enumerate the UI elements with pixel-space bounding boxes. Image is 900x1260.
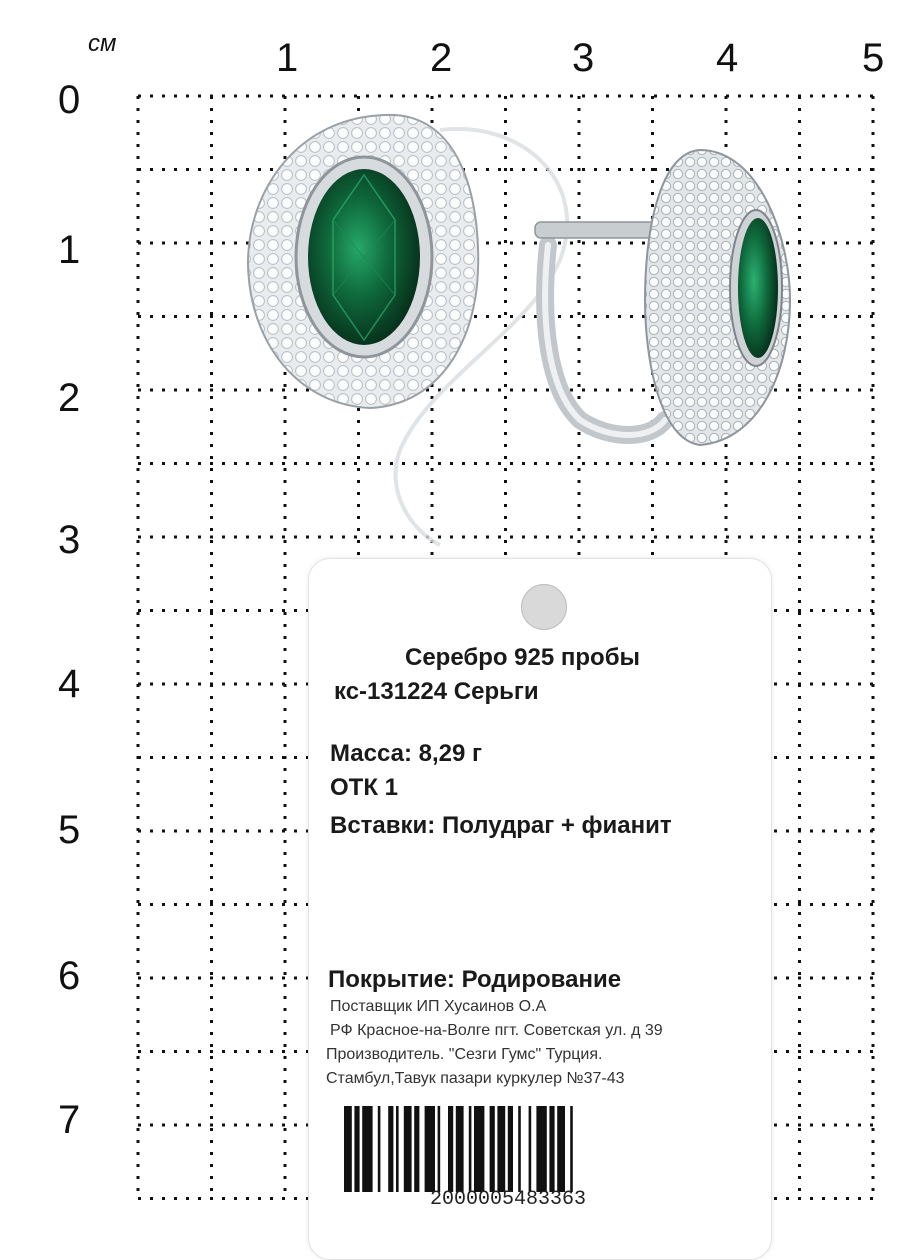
barcode-bar [474, 1106, 484, 1192]
barcode-bar [508, 1106, 513, 1192]
y-scale-label: 6 [58, 954, 81, 998]
barcode-bar [396, 1106, 399, 1192]
y-scale-label: 2 [58, 376, 81, 420]
barcode-bar [438, 1106, 441, 1192]
x-scale-label: 4 [716, 36, 739, 80]
tag-producer: Производитель. "Сезги Гумс" Турция. [326, 1046, 603, 1063]
x-scale-label: 1 [276, 36, 299, 80]
tag-producer-address: Стамбул,Тавук пазари куркулер №37-43 [326, 1070, 625, 1087]
tag-coating: Покрытие: Родирование [328, 966, 622, 993]
barcode-bar [344, 1106, 352, 1192]
barcode-bar [557, 1106, 565, 1192]
tag-address: РФ Красное-на-Волге пгт. Советская ул. д 39 [330, 1022, 663, 1039]
barcode-bar [425, 1106, 435, 1192]
unit-label: см [88, 30, 117, 57]
tag-inserts: Вставки: Полудраг + фианит [330, 812, 672, 839]
tag-hole [521, 584, 567, 630]
earring-front [248, 115, 478, 408]
x-scale-label: 5 [862, 36, 885, 80]
tag-material: Серебро 925 пробы [405, 644, 641, 671]
barcode-bar [518, 1106, 521, 1192]
barcode-bar [414, 1106, 419, 1192]
barcode-digits: 2000005483363 [430, 1188, 587, 1211]
barcode-bar [404, 1106, 412, 1192]
barcode-bar [549, 1106, 554, 1192]
y-scale-label: 1 [58, 228, 81, 272]
tag-otk: ОТК 1 [330, 774, 398, 801]
x-scale-label: 2 [430, 36, 453, 80]
barcode-bar [529, 1106, 532, 1192]
y-scale-label: 3 [58, 518, 81, 562]
barcode-bar [362, 1106, 372, 1192]
barcode [342, 1106, 718, 1192]
y-scale-label: 7 [58, 1098, 81, 1142]
barcode-bar [456, 1106, 464, 1192]
y-scale-label: 0 [58, 78, 81, 122]
barcode-bar [570, 1106, 573, 1192]
barcode-bar [490, 1106, 495, 1192]
barcode-bar [536, 1106, 546, 1192]
barcode-bar [497, 1106, 505, 1192]
tag-article: кс-131224 Серьги [334, 678, 539, 705]
barcode-bar [469, 1106, 472, 1192]
earring-side [535, 150, 790, 445]
tag-supplier: Поставщик ИП Хусаинов О.А [330, 998, 547, 1015]
barcode-bar [378, 1106, 381, 1192]
tag-mass: Масса: 8,29 г [330, 740, 483, 767]
barcode-bar [354, 1106, 359, 1192]
y-scale-label: 5 [58, 808, 81, 852]
barcode-bar [448, 1106, 453, 1192]
y-scale-label: 4 [58, 662, 81, 706]
emerald-stone-side [738, 218, 778, 358]
barcode-bar [388, 1106, 393, 1192]
x-scale-label: 3 [572, 36, 595, 80]
